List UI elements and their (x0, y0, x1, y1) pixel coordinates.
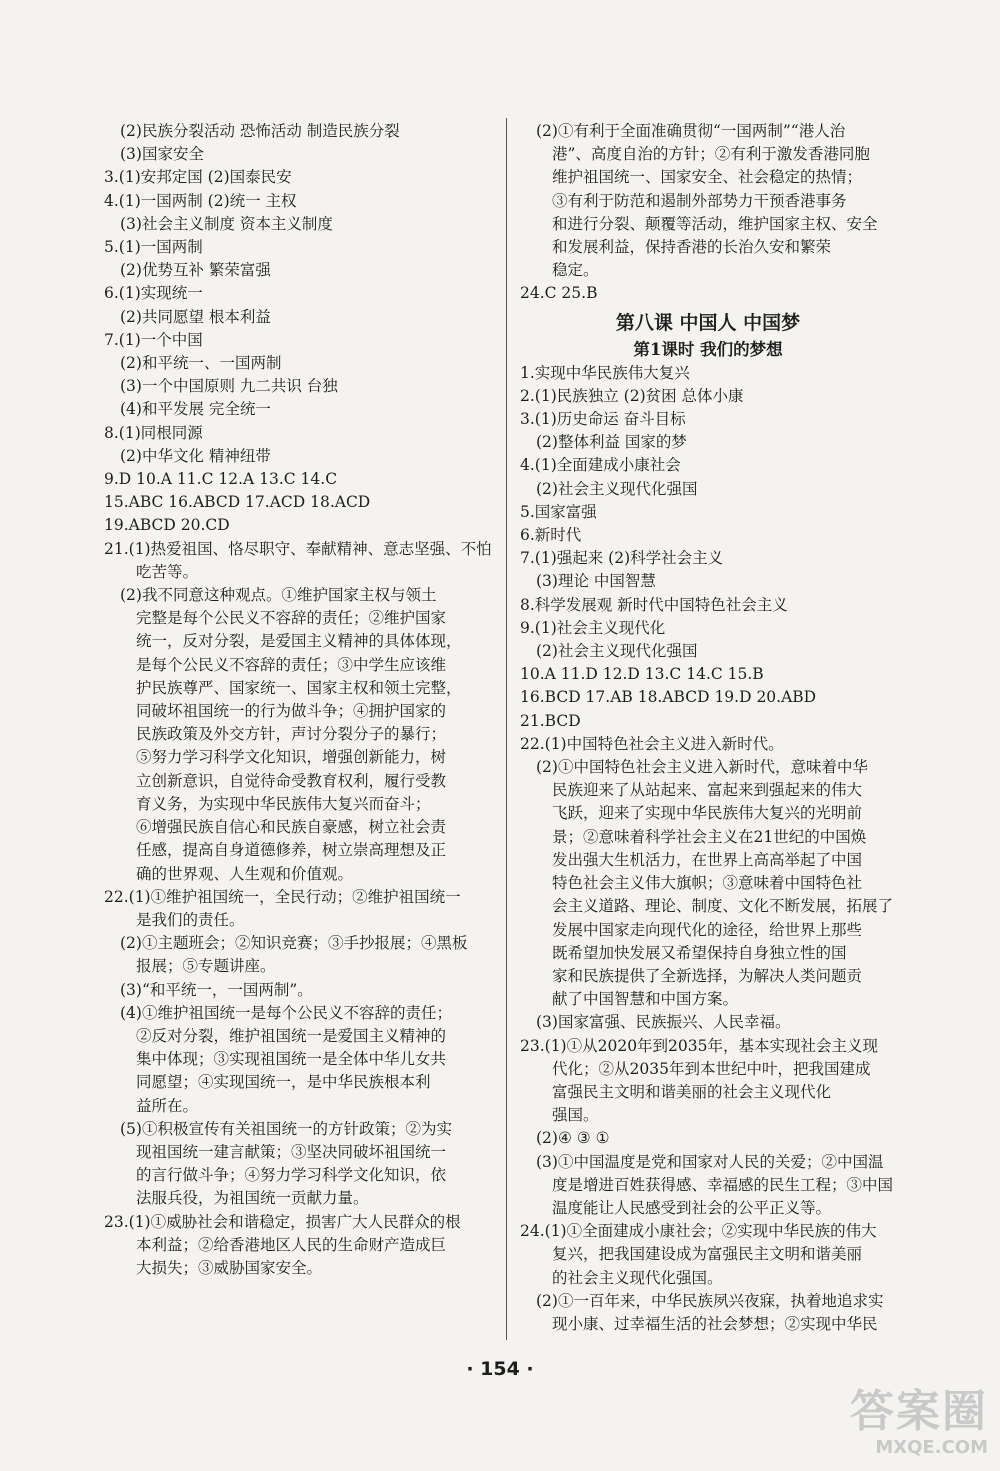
answer-line: (2)社会主义现代化强国 (536, 479, 698, 498)
answer-line: 特色社会主义伟大旗帜；③意味着中国特色社 (552, 874, 863, 893)
answer-line: 9.(1)社会主义现代化 (520, 618, 666, 637)
page-number: · 154 · (466, 1358, 534, 1380)
answer-line: 4.(1)一国两制 (2)统一 主权 (104, 191, 297, 210)
answer-line: 8.(1)同根同源 (104, 423, 203, 442)
answer-line: 24.(1)①全面建成小康社会；②实现中华民族的伟大 (520, 1222, 877, 1241)
answer-line: 统一，反对分裂，是爱国主义精神的具体体现， (136, 632, 462, 651)
answer-line: ⑥增强民族自信心和民族自豪感，树立社会责 (136, 818, 447, 837)
answer-line: 富强民主文明和谐美丽的社会主义现代化 (552, 1082, 832, 1101)
answer-line: (2)民族分裂活动 恐怖活动 制造民族分裂 (120, 122, 400, 140)
answer-line: 强国。 (552, 1106, 599, 1125)
answer-line: (2)④ ③ ① (536, 1129, 610, 1148)
answer-line: 6.新时代 (520, 526, 582, 545)
answer-line: 和发展利益，保持香港的长治久安和繁荣 (552, 238, 832, 257)
right-column (520, 120, 896, 1336)
answer-line: 法服兵役，为祖国统一贡献力量。 (136, 1189, 369, 1208)
answer-line: 是每个公民义不容辞的责任；③中学生应该维 (136, 655, 447, 674)
answer-line: (4)①维护祖国统一是每个公民义不容辞的责任； (120, 1003, 452, 1022)
answer-line: 2.(1)民族独立 (2)贫困 总体小康 (520, 386, 744, 405)
answer-line: 10.A 11.D 12.D 13.C 14.C 15.B (520, 665, 764, 684)
right-top-answers (520, 120, 896, 306)
watermark-logo (778, 1387, 988, 1465)
answer-line: ⑤努力学习科学文化知识，增强创新能力，树 (136, 748, 447, 767)
answer-line: 21.(1)热爱祖国、恪尽职守、奉献精神、意志坚强、不怕 (104, 539, 492, 558)
answer-line: 同破坏祖国统一的行为做斗争；④拥护国家的 (136, 702, 447, 721)
answer-line: 立创新意识，自觉待命受教育权利，履行受教 (136, 771, 447, 790)
answer-line: 6.(1)实现统一 (104, 284, 203, 303)
answer-line: (3)国家富强、民族振兴、人民幸福。 (536, 1013, 791, 1032)
answer-line: (2)①中国特色社会主义进入新时代，意味着中华 (536, 758, 868, 777)
answer-line: (2)中华文化 精神纽带 (120, 446, 271, 465)
answer-line: 温度能让人民感受到社会的公平正义等。 (552, 1198, 832, 1217)
answer-line: 民族政策及外交方针，声讨分裂分子的暴行； (136, 725, 447, 744)
answer-line: 9.D 10.A 11.C 12.A 13.C 14.C (104, 470, 338, 489)
answer-line: (2)①主题班会；②知识竞赛；③手抄报展；④黑板 (120, 934, 468, 953)
answer-line: 代化；②从2035年到本世纪中叶，把我国建成 (552, 1059, 871, 1078)
answer-line: 发出强大生机活力，在世界上高高举起了中国 (552, 850, 863, 869)
answer-line: 大损失；③威胁国家安全。 (136, 1258, 323, 1277)
answer-line: 吃苦等。 (136, 562, 199, 581)
answer-line: 21.BCD (520, 711, 581, 730)
answer-line: 是我们的责任。 (136, 910, 245, 929)
answer-line: (3)一个中国原则 九二共识 台独 (120, 377, 338, 396)
answer-line: 报展；⑤专题讲座。 (136, 957, 276, 976)
answer-line: (3)社会主义制度 资本主义制度 (120, 214, 333, 233)
answer-line: 护民族尊严、国家统一、国家主权和领土完整， (136, 678, 462, 697)
answer-line: 现小康、过幸福生活的社会梦想；②实现中华民 (552, 1314, 878, 1333)
answer-line: 会主义道路、理论、制度、文化不断发展，拓展了 (552, 897, 894, 916)
answer-line: (2)①一百年来，中华民族夙兴夜寐，执着地追求实 (536, 1291, 884, 1310)
answer-line: 的社会主义现代化强国。 (552, 1268, 723, 1287)
answer-line: ②反对分裂，维护祖国统一是爱国主义精神的 (136, 1026, 447, 1045)
answer-line: 3.(1)安邦定国 (2)国泰民安 (104, 168, 292, 187)
answer-line: 5.国家富强 (520, 502, 597, 521)
answer-line: 和进行分裂、颠覆等活动，维护国家主权、安全 (552, 214, 878, 233)
answer-line: 益所在。 (136, 1096, 199, 1115)
answer-line: 3.(1)历史命运 奋斗目标 (520, 410, 686, 429)
answer-line: 22.(1)①维护祖国统一，全民行动；②维护祖国统一 (104, 887, 461, 906)
answer-line: 现祖国统一建言献策；③坚决同破坏祖国统一 (136, 1142, 447, 1161)
answer-line: 景；②意味着科学社会主义在21世纪的中国焕 (552, 827, 867, 846)
answer-line: 集中体现；③实现祖国统一是全体中华儿女共 (136, 1050, 447, 1069)
answer-line: 19.ABCD 20.CD (104, 516, 230, 535)
answer-line: (2)①有利于全面准确贯彻“一国两制”“港人治 (536, 122, 846, 140)
watermark-sub: MXQE.COM (875, 1437, 988, 1458)
answer-line: 7.(1)一个中国 (104, 330, 203, 349)
left-column (104, 120, 492, 1280)
answer-line: 发展中国家走向现代化的途径，给世界上那些 (552, 920, 863, 939)
answer-line: (2)我不同意这种观点。①维护国家主权与领土 (120, 586, 437, 605)
answer-line: (2)社会主义现代化强国 (536, 642, 698, 661)
right-bottom-answers (520, 362, 896, 1337)
answer-line: 5.(1)一国两制 (104, 238, 203, 257)
answer-line: 15.ABC 16.ABCD 17.ACD 18.ACD (104, 493, 371, 512)
answer-line: (2)和平统一、一国两制 (120, 354, 282, 373)
answer-line: 7.(1)强起来 (2)科学社会主义 (520, 549, 724, 568)
answer-line: 1.实现中华民族伟大复兴 (520, 363, 690, 382)
answer-line: (2)优势互补 繁荣富强 (120, 261, 271, 280)
answer-line: (4)和平发展 完全统一 (120, 400, 271, 419)
answer-line: (3)“和平统一，一国两制”。 (120, 980, 313, 999)
answer-line: ③有利于防范和遏制外部势力干预香港事务 (552, 191, 847, 210)
answer-line: 16.BCD 17.AB 18.ABCD 19.D 20.ABD (520, 688, 817, 707)
column-divider (506, 118, 507, 1340)
answer-line: 确的世界观、人生观和价值观。 (136, 864, 354, 883)
answer-line: (3)理论 中国智慧 (536, 572, 656, 591)
answer-line: 本利益；②给香港地区人民的生命财产造成巨 (136, 1235, 447, 1254)
answer-line: (3)①中国温度是党和国家对人民的关爱；②中国温 (536, 1152, 884, 1171)
answer-line: 度是增进百姓获得感、幸福感的民生工程；③中国 (552, 1175, 894, 1194)
answer-line: 24.C 25.B (520, 284, 598, 303)
answer-line: (2)共同愿望 根本利益 (120, 307, 271, 326)
answer-line: 复兴，把我国建设成为富强民主文明和谐美丽 (552, 1245, 863, 1264)
answer-line: 稳定。 (552, 261, 599, 280)
lesson-title: 第八课 中国人 中国梦 (615, 311, 801, 334)
answer-line: 家和民族提供了全新选择，为解决人类问题贡 (552, 966, 863, 985)
answer-line: 飞跃，迎来了实现中华民族伟大复兴的光明前 (552, 804, 863, 823)
answer-line: (2)整体利益 国家的梦 (536, 433, 687, 452)
answer-line: 献了中国智慧和中国方案。 (552, 990, 739, 1009)
answer-line: 4.(1)全面建成小康社会 (520, 456, 681, 475)
answer-line: (3)国家安全 (120, 145, 204, 164)
answer-line: 维护祖国统一、国家安全、社会稳定的热情； (552, 168, 863, 187)
section-title: 第1课时 我们的梦想 (633, 339, 783, 359)
answer-line: 同愿望；④实现国统一，是中华民族根本利 (136, 1073, 431, 1092)
answer-line: 23.(1)①从2020年到2035年，基本实现社会主义现 (520, 1036, 878, 1055)
answer-line: 的言行做斗争；④努力学习科学文化知识，依 (136, 1166, 447, 1185)
answer-line: 既希望加快发展又希望保持自身独立性的国 (552, 943, 847, 962)
answer-line: 港”、高度自治的方针；②有利于激发香港同胞 (552, 145, 870, 164)
answer-line: 育义务，为实现中华民族伟大复兴而奋斗； (136, 794, 431, 813)
watermark-main: 答案圈 (850, 1386, 988, 1437)
answer-line: 民族迎来了从站起来、富起来到强起来的伟大 (552, 781, 863, 800)
answer-line: 任感，提高自身道德修养，树立崇高理想及正 (136, 841, 447, 860)
answer-line: 23.(1)①威胁社会和谐稳定，损害广大人民群众的根 (104, 1212, 461, 1231)
answer-line: 完整是每个公民义不容辞的责任；②维护国家 (136, 609, 447, 628)
answer-line: 8.科学发展观 新时代中国特色社会主义 (520, 595, 788, 614)
answer-line: (5)①积极宣传有关祖国统一的方针政策；②为实 (120, 1119, 452, 1138)
answer-line: 22.(1)中国特色社会主义进入新时代。 (520, 734, 784, 753)
